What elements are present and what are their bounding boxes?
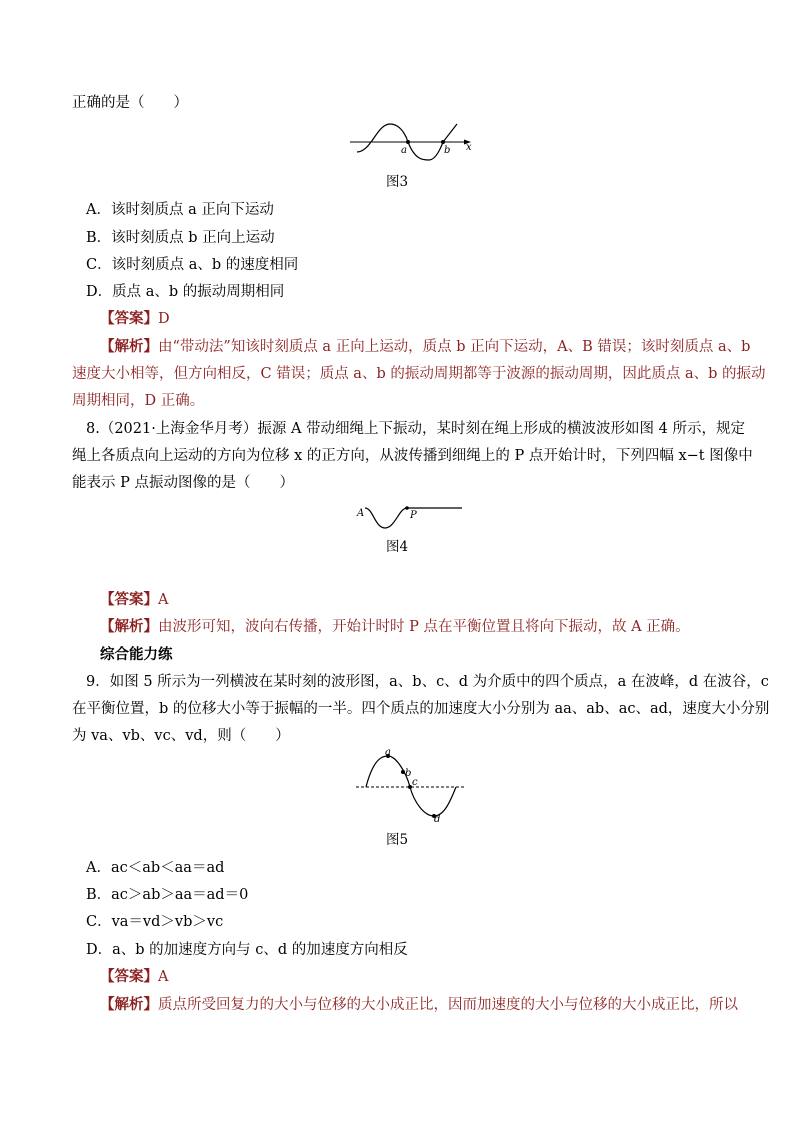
figure-4-wave — [355, 500, 465, 532]
answer-tag: 【答案】 — [100, 591, 158, 608]
analysis-tag: 【解析】 — [100, 618, 158, 635]
q9-option-a: A．ac＜ab＜aa＝ad — [86, 860, 225, 876]
figure-3-caption: 图3 — [386, 174, 409, 190]
answer-value: A — [158, 969, 169, 985]
q8-stem-line-1: 8.（2021·上海金华月考）振源 A 带动细绳上下振动，某时刻在绳上形成的横波波形如图 4 所示，规定 — [86, 421, 745, 437]
q7-analysis-line-2: 速度大小相等，但方向相反，C 错误；质点 a、b 的振动周期都等于波源的振动周期，因此质点 a、b 的振动 — [72, 366, 766, 382]
q9-stem-line-3: 为 va、vb、vc、vd，则（ ） — [72, 728, 290, 744]
analysis-tag: 【解析】 — [100, 996, 158, 1013]
fig5-label-d: d — [434, 814, 441, 825]
analysis-tag: 【解析】 — [100, 338, 158, 355]
fig3-label-x: x — [466, 142, 472, 153]
q8-answer — [100, 590, 168, 610]
answer-tag: 【答案】 — [100, 310, 158, 327]
q7-stem-tail: 正确的是（ ） — [72, 95, 188, 111]
fig4-label-A: A — [357, 508, 365, 519]
q9-stem-line-2: 在平衡位置，b 的位移大小等于振幅的一半。四个质点的加速度大小分别为 aa、ab、ac、ad，速度大小分别 — [72, 701, 770, 717]
analysis-text: 由波形可知，波向右传播，开始计时时 P 点在平衡位置且将向下振动，故 A 正确。 — [158, 619, 690, 635]
q7-option-a: A．该时刻质点 a 正向下运动 — [86, 202, 274, 218]
figure-3-wave — [345, 120, 480, 160]
q9-analysis — [100, 995, 738, 1015]
fig5-label-c: c — [412, 777, 418, 788]
answer-tag: 【答案】 — [100, 968, 158, 985]
q8-stem-line-3: 能表示 P 点振动图像的是（ ） — [72, 475, 294, 491]
answer-value: A — [158, 592, 169, 608]
q7-option-d: D．质点 a、b 的振动周期相同 — [86, 284, 285, 300]
q7-option-c: C．该时刻质点 a、b 的速度相同 — [86, 257, 299, 273]
q7-answer — [100, 309, 170, 329]
q9-stem-line-1: 9．如图 5 所示为一列横波在某时刻的波形图，a、b、c、d 为介质中的四个质点，a 在波峰，d 在波谷，c — [86, 674, 769, 690]
fig3-label-b: b — [444, 145, 451, 156]
figure-5-caption: 图5 — [386, 832, 409, 848]
figure-5-wave — [352, 747, 472, 825]
analysis-text: 由“带动法”知该时刻质点 a 正向上运动，质点 b 正向下运动，A、B 错误；该时刻质点 a、b — [158, 339, 751, 355]
fig5-label-b: b — [405, 768, 412, 779]
q8-analysis — [100, 617, 690, 637]
answer-value: D — [158, 311, 170, 327]
fig3-label-a: a — [401, 145, 407, 156]
q9-option-d: D．a、b 的加速度方向与 c、d 的加速度方向相反 — [86, 942, 408, 958]
q9-option-c: C．va＝vd＞vb＞vc — [86, 914, 224, 930]
fig5-label-a: a — [385, 747, 391, 758]
q8-stem-line-2: 绳上各质点向上运动的方向为位移 x 的正方向，从波传播到细绳上的 P 点开始计时，下列四幅 x−t 图像中 — [72, 448, 753, 464]
q7-option-b: B．该时刻质点 b 正向上运动 — [86, 230, 275, 246]
fig4-label-P: P — [410, 510, 417, 521]
analysis-text: 质点所受回复力的大小与位移的大小成正比，因而加速度的大小与位移的大小成正比，所以 — [158, 997, 738, 1013]
q7-analysis-line-1 — [100, 337, 750, 357]
section-heading: 综合能力练 — [100, 646, 173, 663]
figure-4-caption: 图4 — [386, 539, 409, 555]
q7-analysis-line-3: 周期相同，D 正确。 — [72, 393, 205, 409]
q9-answer — [100, 967, 168, 987]
q9-option-b: B．ac＞ab＞aa＝ad＝0 — [86, 887, 249, 903]
